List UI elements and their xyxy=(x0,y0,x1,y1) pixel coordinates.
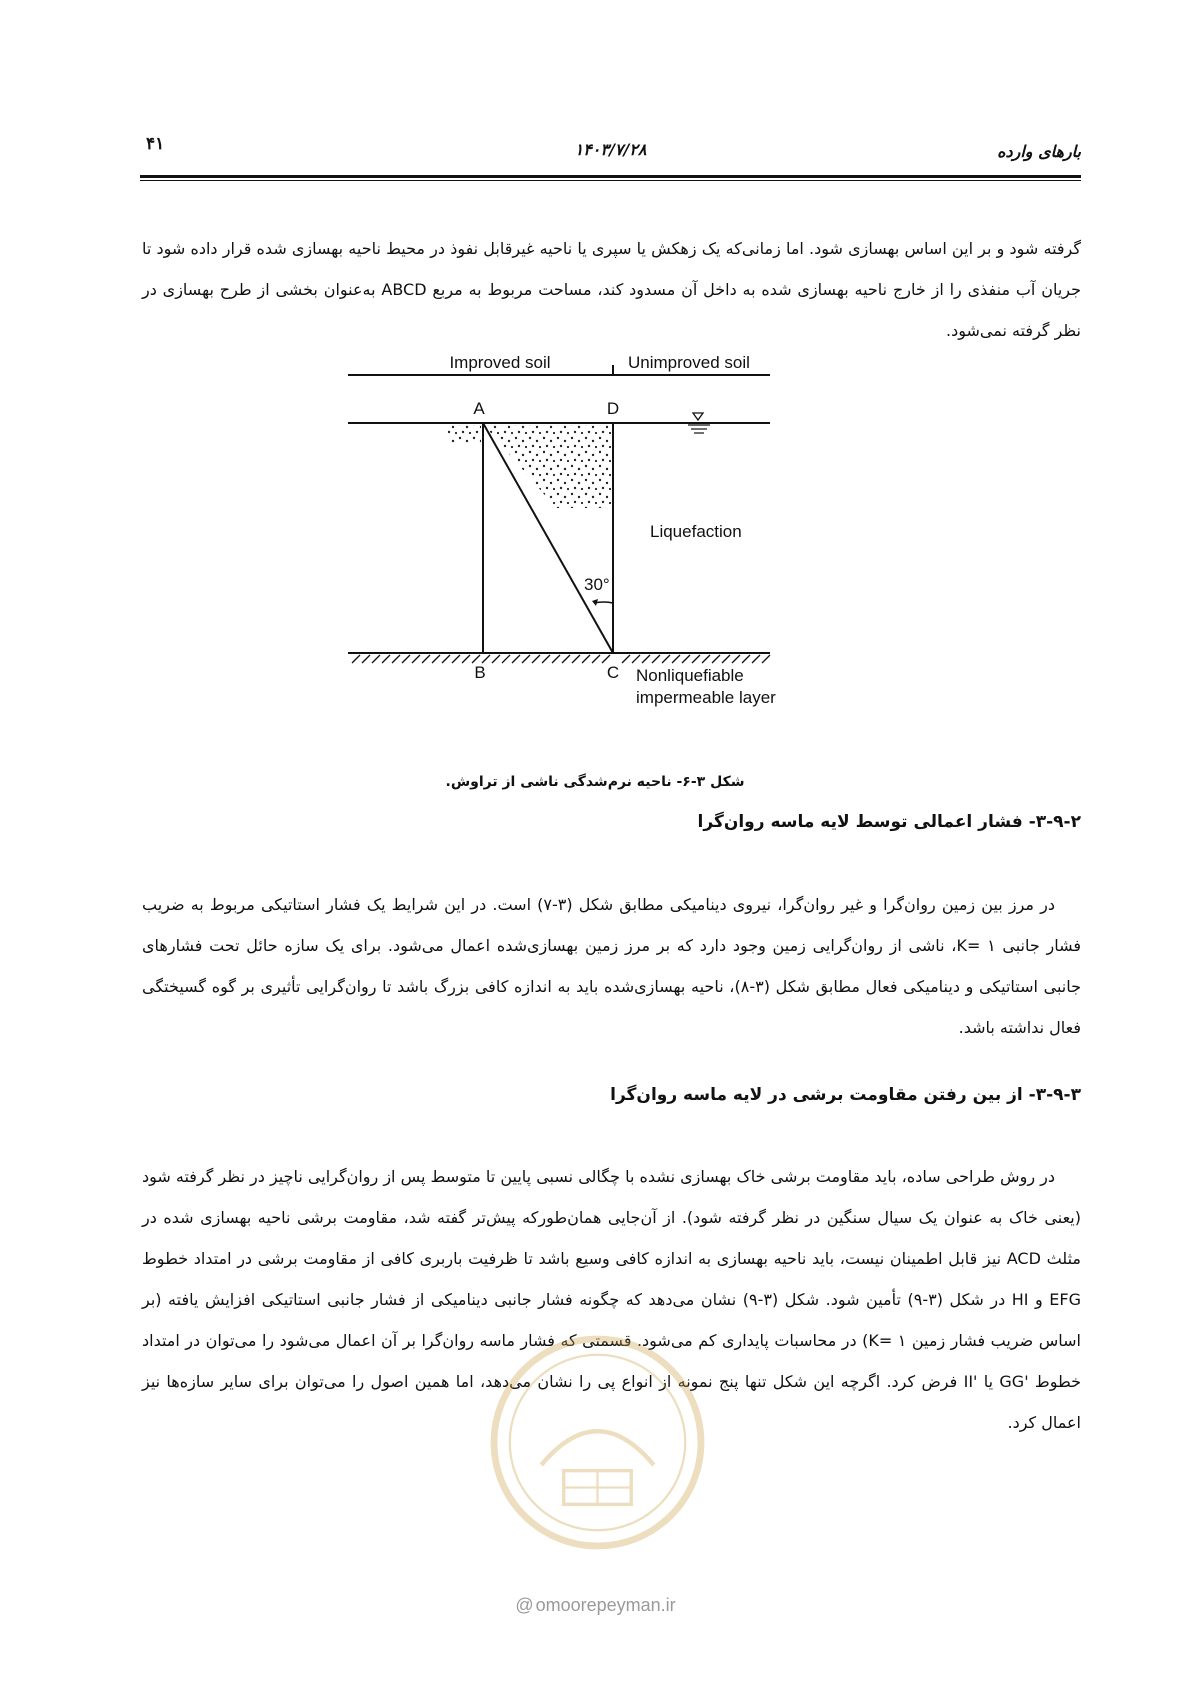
paragraph-intro: گرفته شود و بر این اساس بهسازی شود. اما زمانی‌که یک زهکش یا سپری یا ناحیه غیرقابل نفوذ در محیط ناحیه بهسازی شده قرار داده شود تا جریان آب منفذی را از خارج ناحیه بهسازی شده به داخل آن مسدود کند، مساحت مربوط به مربع ABCD به‌عنوان بخشی از طرح بهسازی در نظر گرفته نمی‌شود. xyxy=(142,239,1081,340)
label-improved-soil: Improved soil xyxy=(449,353,551,372)
paragraph-3-9-3: در روش طراحی ساده، باید مقاومت برشی خاک بهسازی نشده با چگالی نسبی پایین تا متوسط پس از روان‌گرایی ناچیز در نظر گرفته شود (یعنی خاک به عنوان یک سیال سنگین در نظر گرفته شود). از آن‌جایی همان‌طورکه پیش‌تر گفته شد، مقاومت برشی ناحیه بهسازی شده در مثلث ACD نیز قابل اطمینان نیست، باید ناحیه بهسازی به اندازه کافی وسیع باشد تا ظرفیت باربری کافی از مقاومت برشی در امتداد خطوط EFG و HI در شکل (۳-۹) تأمین شود. شکل (۳-۹) نشان می‌دهد که چگونه فشار جانبی دینامیکی از فشار جانبی استاتیکی افزایش یافته (بر اساس ضریب فشار زمین ۱ =K) در محاسبات پایداری کم می‌شود. قسمتی که فشار ماسه روان‌گرا بر آن اعمال می‌شود را می‌توان در امتداد خطوط 'GG یا 'II فرض کرد. اگرچه این شکل تنها پنج نمونه از انواع پی را نشان می‌دهد، اما همین اصول را می‌توان برای سایر سازه‌ها نیز اعمال کرد. xyxy=(142,1167,1082,1432)
page-header xyxy=(140,128,1081,168)
header-date: ۱۴۰۳/۷/۲۸ xyxy=(574,140,647,159)
watermark-seal xyxy=(485,1330,710,1555)
label-layer-line2: impermeable layer xyxy=(636,688,776,707)
liquefaction-zone-figure xyxy=(360,353,830,760)
figure-caption: شکل ۳-۶- ناحیه نرم‌شدگی ناشی از تراوش. xyxy=(445,774,745,790)
point-b: B xyxy=(474,663,486,682)
point-c: C xyxy=(606,663,620,682)
section-heading-3-9-2: ۳-۹-۲- فشار اعمالی توسط لایه ماسه روان‌گرا xyxy=(697,812,1081,832)
page-number: ۴۱ xyxy=(146,134,165,154)
dotted-region-left xyxy=(448,425,481,443)
layer-hatching xyxy=(352,655,770,663)
header-rule-thin xyxy=(140,180,1081,181)
watermark-site-text: omoorepeyman.ir xyxy=(535,1595,676,1615)
watermark-site xyxy=(0,1595,1191,1616)
dotted-region-triangle xyxy=(484,425,613,508)
label-unimproved-soil: Unimproved soil xyxy=(628,353,750,372)
section-heading-3-9-3: ۳-۹-۳- از بین رفتن مقاومت برشی در لایه ماسه روان‌گرا xyxy=(610,1085,1081,1105)
at-icon: @ xyxy=(515,1595,534,1615)
paragraph-3-9-2: در مرز بین زمین روان‌گرا و غیر روان‌گرا، نیروی دینامیکی مطابق شکل (۳-۷) است. در این شرایط یک فشار استاتیکی مربوط به ضریب فشار جانبی ۱ =K، ناشی از روان‌گرایی زمین وجود دارد که بر مرز زمین بهسازی‌شده اعمال می‌شود. برای یک سازه حائل تحت فشارهای جانبی استاتیکی و دینامیکی فعال مطابق شکل (۳-۸)، ناحیه بهسازی‌شده باید به اندازه کافی بزرگ باشد تا روان‌گرایی تأثیری بر گوه گسیختگی فعال نداشته باشد. xyxy=(142,895,1082,1037)
header-rule-thick xyxy=(140,175,1081,178)
point-a: A xyxy=(473,399,485,418)
label-liquefaction: Liquefaction xyxy=(650,522,742,541)
label-layer-line1: Nonliquefiable xyxy=(636,666,744,685)
angle-label: 30° xyxy=(584,575,610,594)
chapter-title: بارهای وارده xyxy=(997,142,1081,161)
point-d: D xyxy=(606,399,620,418)
